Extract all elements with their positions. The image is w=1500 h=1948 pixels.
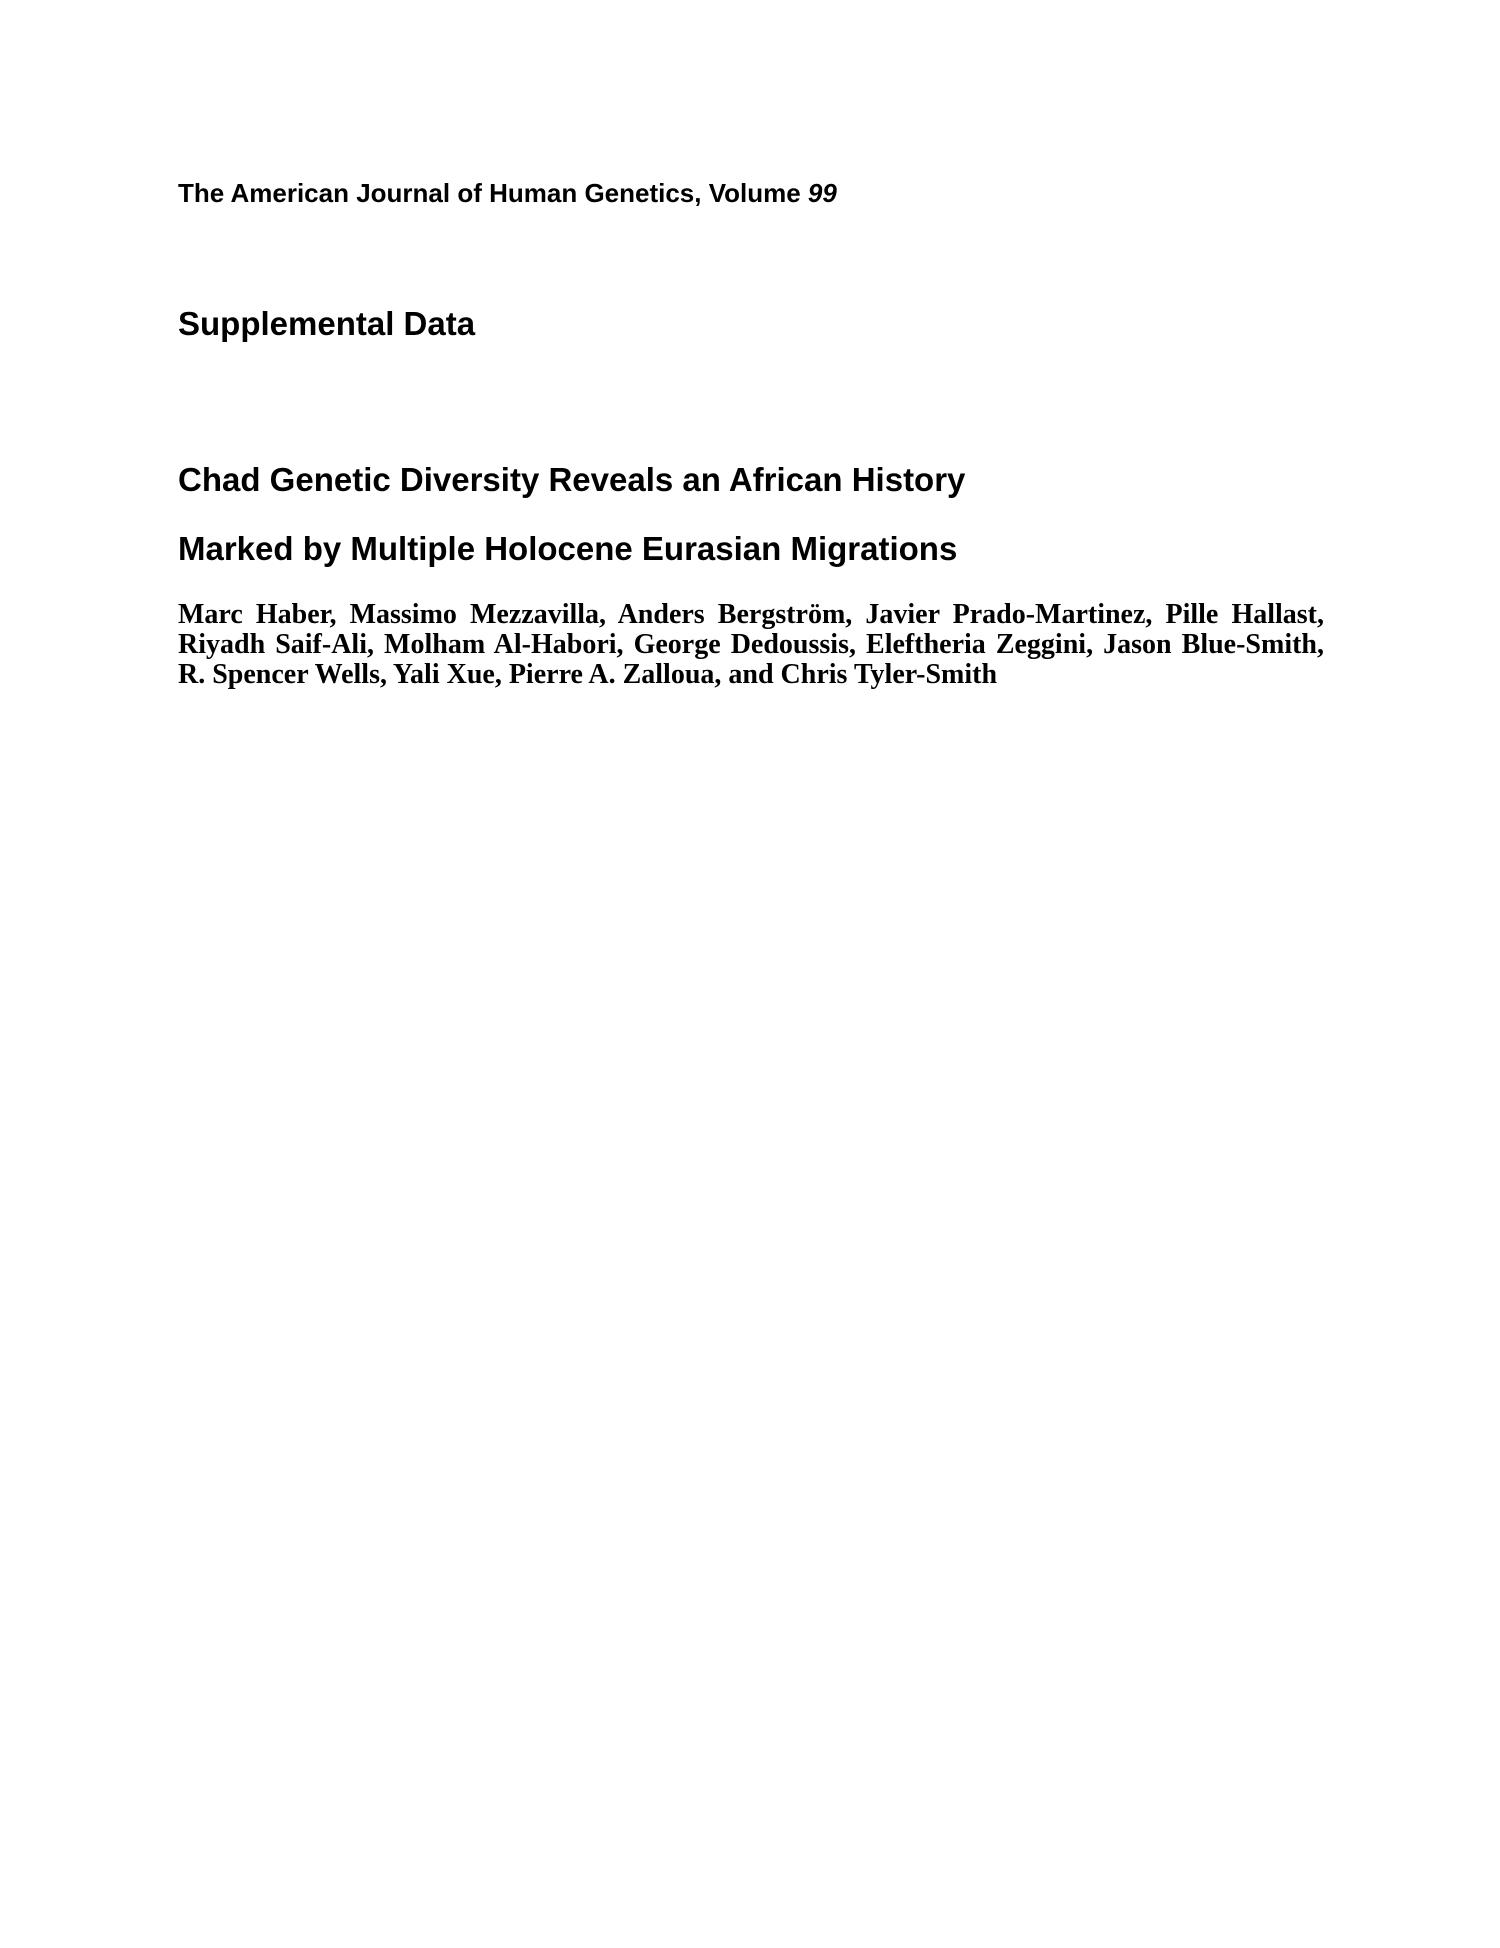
section-label: Supplemental Data bbox=[178, 305, 476, 342]
journal-name: The American Journal of Human Genetics, Volume bbox=[178, 178, 808, 208]
volume-number: 99 bbox=[807, 178, 837, 208]
article-title-line-2: Marked by Multiple Holocene Eurasian Migrations bbox=[178, 530, 958, 567]
author-list: Marc Haber, Massimo Mezzavilla, Anders Bergström, Javier Prado-Martinez, Pille Hallast, Riyadh Saif-Ali, Molham Al-Habori, George Dedoussis, Eleftheria Zeggini, Jason Blue-Smith, R. Spencer Wells, Yali Xue, Pierre A. Zalloua, and Chris Tyler-Smith bbox=[178, 599, 1324, 690]
article-title-line-1: Chad Genetic Diversity Reveals an African History bbox=[178, 461, 966, 498]
journal-citation bbox=[178, 176, 837, 210]
